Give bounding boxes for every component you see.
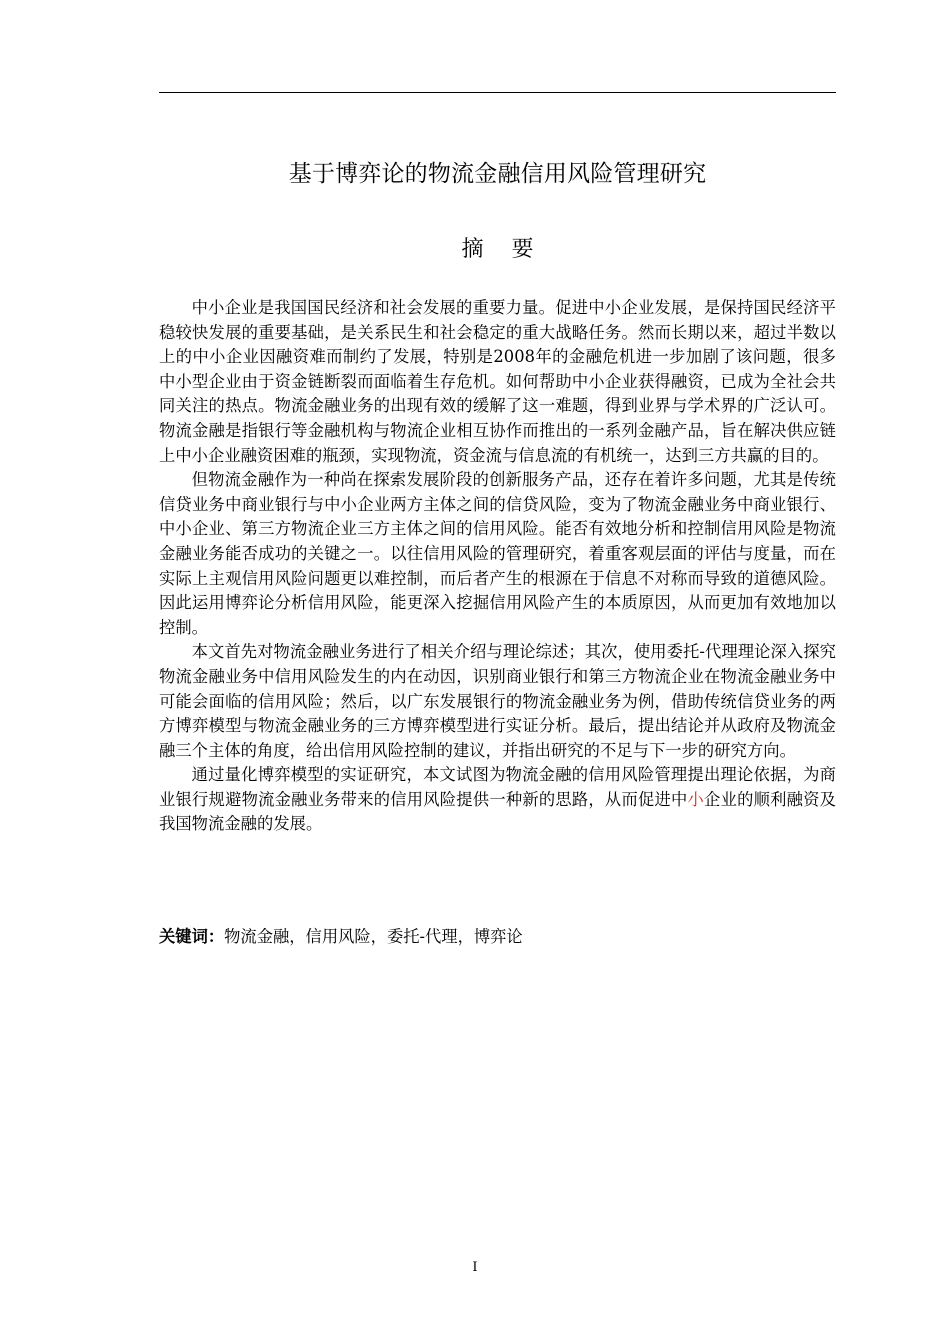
abstract-paragraph-1: 中小企业是我国国民经济和社会发展的重要力量。促进中小企业发展，是保持国民经济平稳较快发展的重要基础，是关系民生和社会稳定的重大战略任务。然而长期以来，超过半数以上的中小企业因融资难而制约了发展，特别是2008年的金融危机进一步加剧了该问题，很多中小型企业由于资金链断裂而面临着生存危机。如何帮助中小企业获得融资，已成为全社会共同关注的热点。物流金融业务的出现有效的缓解了这一难题，得到业界与学术界的广泛认可。物流金融是指银行等金融机构与物流企业相互协作而推出的一系列金融产品，旨在解决供应链上中小企业融资困难的瓶颈，实现物流，资金流与信息流的有机统一，达到三方共赢的目的。	[159, 298, 836, 465]
paragraph-4-text-a: 通过量化博弈模型的实证研究，本文试图为物流金融的信用风险管理提出理论依据，为商业银行规避物流金融业务带来的信用风险提供一种新的思路，从而促进中	[159, 765, 836, 809]
abstract-heading-char-1: 摘	[461, 237, 484, 262]
abstract-paragraph-2: 但物流金融作为一种尚在探索发展阶段的创新服务产品，还存在着许多问题，尤其是传统信贷业务中商业银行与中小企业两方主体之间的信贷风险，变为了物流金融业务中商业银行、中小企业、第三方物流企业三方主体之间的信用风险。能否有效地分析和控制信用风险是物流金融业务能否成功的关键之一。以往信用风险的管理研究，着重客观层面的评估与度量，而在实际上主观信用风险问题更以难控制，而后者产生的根源在于信息不对称而导致的道德风险。因此运用博弈论分析信用风险，能更深入挖掘信用风险产生的本质原因，从而更加有效地加以控制。	[159, 470, 836, 637]
highlighted-char: 小	[687, 789, 705, 809]
paragraph-4-text-b: 企业的顺利融资及我国物流金融的发展。	[159, 789, 836, 834]
keywords-label: 关键词：	[159, 927, 225, 946]
abstract-heading	[159, 235, 836, 265]
page-number: I	[472, 1260, 478, 1275]
abstract-heading-char-2: 要	[511, 237, 534, 262]
abstract-paragraph-3: 本文首先对物流金融业务进行了相关介绍与理论综述；其次，使用委托-代理理论深入探究物流金融业务中信用风险发生的内在动因，识别商业银行和第三方物流企业在物流金融业务中可能会面临的信用风险；然后，以广东发展银行的物流金融业务为例，借助传统信贷业务的两方博弈模型与物流金融业务的三方博弈模型进行实证分析。最后，提出结论并从政府及物流金融三个主体的角度，给出信用风险控制的建议，并指出研究的不足与下一步的研究方向。	[159, 642, 836, 760]
header-rule	[159, 92, 836, 93]
abstract-body	[159, 296, 836, 837]
keywords-list: 物流金融，信用风险，委托-代理，博弈论	[224, 927, 523, 946]
document-title: 基于博弈论的物流金融信用风险管理研究	[288, 161, 707, 187]
keywords-line	[159, 925, 836, 949]
abstract-paragraph-4	[159, 763, 836, 837]
